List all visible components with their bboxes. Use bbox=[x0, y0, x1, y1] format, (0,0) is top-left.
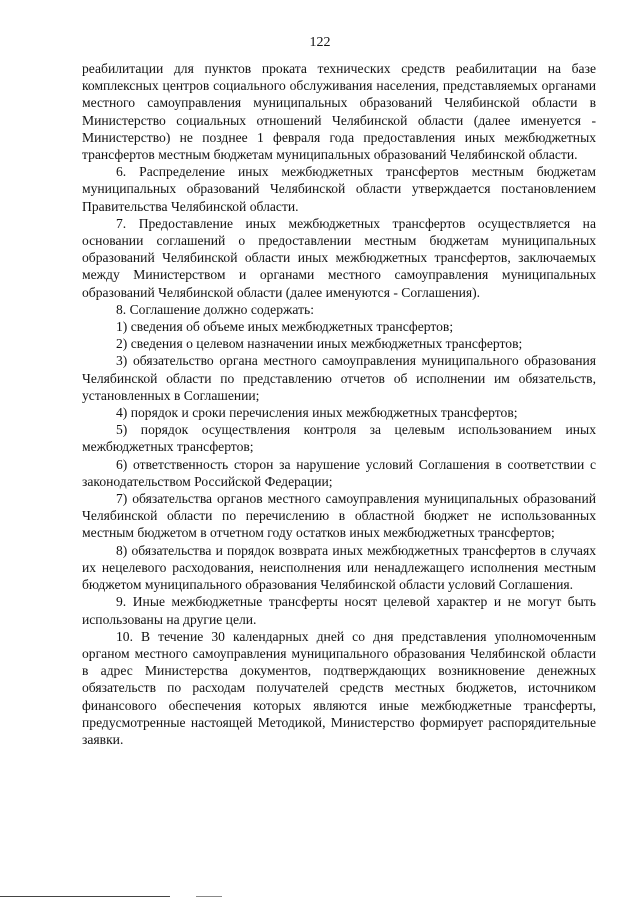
list-item-2: 2) сведения о целевом назначении иных межбюджетных трансфертов; bbox=[116, 336, 523, 352]
list-item-7: 7) обязательства органов местного самоуправления муниципальных образований Челябинской области по перечислению в областной бюджет не использованных местным бюджетом в отчетном году остатков иных межбюджетных трансфертов; bbox=[82, 491, 596, 541]
list-item-8: 8) обязательства и порядок возврата иных межбюджетных трансфертов в случаях их нецелевого расходования, неисполнения или ненадлежащего исполнения местным бюджетом муниципального образования Челябинской области условий Соглашения. bbox=[82, 542, 596, 593]
paragraph-item-7: 7. Предоставление иных межбюджетных трансфертов осуществляется на основании соглашений о предоставлении местным бюджетам муниципальных образований Челябинской области иных межбюджетных трансфертов, заключаемых между Министерством и органами местного самоуправления муниципальных образований Челябинской области (далее именуются - Соглашения). bbox=[82, 215, 596, 300]
paragraph-continuation: реабилитации для пунктов проката технических средств реабилитации на базе комплексных центров социального обслуживания населения, представляемых органами местного самоуправления муниципальных образований Челябинской области в Министерство социальных отношений Челябинской области (далее именуется - Министерство) не позднее 1 февраля года предоставления иных межбюджетных трансфертов местным бюджетам муниципальных образований Челябинской области. bbox=[82, 61, 596, 163]
paragraph-item-10: 10. В течение 30 календарных дней со дня представления уполномоченным органом местного самоуправления муниципального образования Челябинской области в адрес Министерства документов, подтверждающих возникновение денежных обязательств по расходам получателей средств местных бюджетов, источником финансового обеспечения которых являются иные межбюджетные трансферты, предусмотренные настоящей Методикой, Министерство формирует распорядительные заявки. bbox=[82, 628, 596, 747]
document-body bbox=[82, 60, 596, 748]
paragraph-item-9: 9. Иные межбюджетные трансферты носят целевой характер и не могут быть использованы на другие цели. bbox=[82, 594, 596, 627]
list-item-4: 4) порядок и сроки перечисления иных межбюджетных трансфертов; bbox=[116, 405, 518, 421]
list-item-5: 5) порядок осуществления контроля за целевым использованием иных межбюджетных трансфертов; bbox=[82, 422, 596, 455]
list-item-1: 1) сведения об объеме иных межбюджетных трансфертов; bbox=[116, 319, 454, 335]
list-item-3: 3) обязательство органа местного самоуправления муниципального образования Челябинской области по представлению отчетов об исполнении им обязательств, установленных в Соглашении; bbox=[82, 353, 596, 403]
page-number: 122 bbox=[309, 35, 331, 50]
footer-divider-short bbox=[196, 896, 222, 897]
list-item-6: 6) ответственность сторон за нарушение условий Соглашения в соответствии с законодательством Российской Федерации; bbox=[82, 456, 596, 489]
paragraph-item-8: 8. Соглашение должно содержать: bbox=[116, 301, 314, 317]
paragraph-item-6: 6. Распределение иных межбюджетных трансфертов местным бюджетам муниципальных образований Челябинской области утверждается постановлением Правительства Челябинской области. bbox=[82, 164, 596, 214]
footer-divider bbox=[0, 896, 170, 897]
